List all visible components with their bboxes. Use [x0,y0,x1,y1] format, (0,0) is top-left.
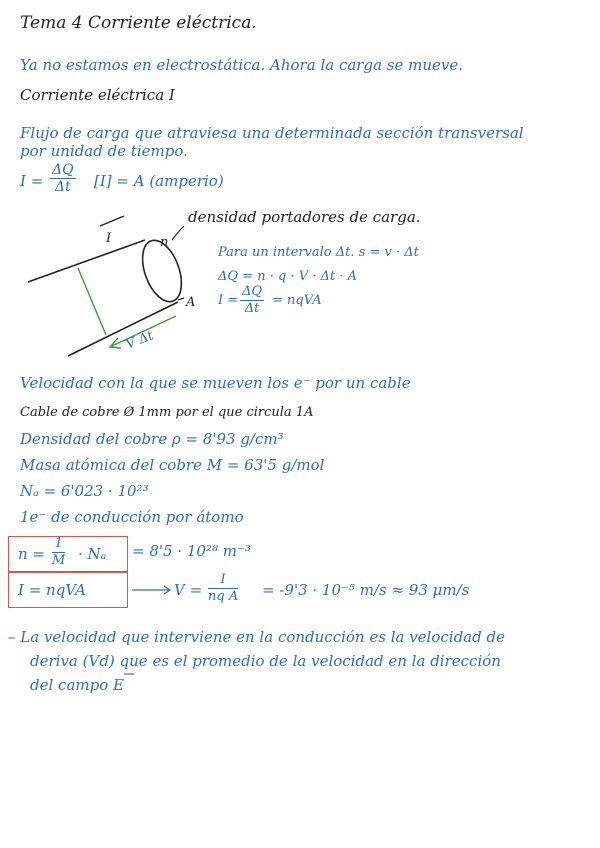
v-result: = -9'3 · 10⁻⁵ m/s ≈ 93 μm/s [262,581,470,599]
section-heading-velocity: Velocidad con la que se mueven los e⁻ por un cable [20,374,411,392]
i-derivation-denominator: Δt [244,301,260,316]
diagram-label-n: n [160,235,169,250]
n-formula-avogadro: · Nₐ [78,545,107,563]
problem-statement: Cable de cobre Ø 1mm por el que circula 1A [20,405,314,420]
diagram-label-area: A [186,295,196,310]
n-formula-numerator: 1 [52,536,65,553]
electrons-per-atom: 1e⁻ de conducción por átomo [20,508,244,526]
n-formula-lhs: n = [18,545,45,563]
n-result: = 8'5 · 10²⁸ m⁻³ [132,542,251,560]
current-formula-numerator: ΔQ [52,162,74,178]
i-derivation-numerator: ΔQ [242,284,263,299]
conclusion-line-2: deriva (Vd) que es el promedio de la velocidad en la dirección [30,652,501,670]
i-derivation-rhs: = nqVA [272,293,322,308]
definition-line-2: por unidad de tiempo. [20,142,188,160]
intro-text: Ya no estamos en electrostática. Ahora la carga se mueve. [20,56,463,74]
current-formula-lhs: I = [20,172,44,190]
dq-line: ΔQ = n · q · V · Δt · A [218,269,357,284]
v-formula-lhs: V = [174,581,203,599]
definition-line-1: Flujo de carga que atraviesa una determinada sección transversal [20,124,524,142]
current-units: [I] = A (amperio) [94,172,224,190]
n-formula-denominator: M [52,553,66,568]
diagram-label-vdt: V Δt [124,328,156,353]
diagram-label-density: densidad portadores de carga. [188,208,421,226]
copper-density: Densidad del cobre ρ = 8'93 g/cm³ [20,430,284,448]
avogadro-number: Nₐ = 6'023 · 10²³ [20,482,149,500]
section-heading-current: Corriente eléctrica I [20,86,175,104]
conclusion-line-1: – La velocidad que interviene en la conducción es la velocidad de [8,628,505,646]
v-formula-numerator: I [208,572,238,589]
diagram-label-current: I [106,231,112,246]
i-derivation-lhs: I = [218,293,239,308]
interval-line: Para un intervalo Δt. s = v · Δt [218,245,419,260]
i-formula: I = nqVA [18,581,86,599]
copper-atomic-mass: Masa atómica del cobre M = 63'5 g/mol [20,456,325,474]
v-formula-denominator: nq A [208,589,239,604]
page-title: Tema 4 Corriente eléctrica. [20,13,257,33]
current-formula-denominator: Δt [54,179,71,195]
conclusion-line-3: del campo E [30,676,124,694]
